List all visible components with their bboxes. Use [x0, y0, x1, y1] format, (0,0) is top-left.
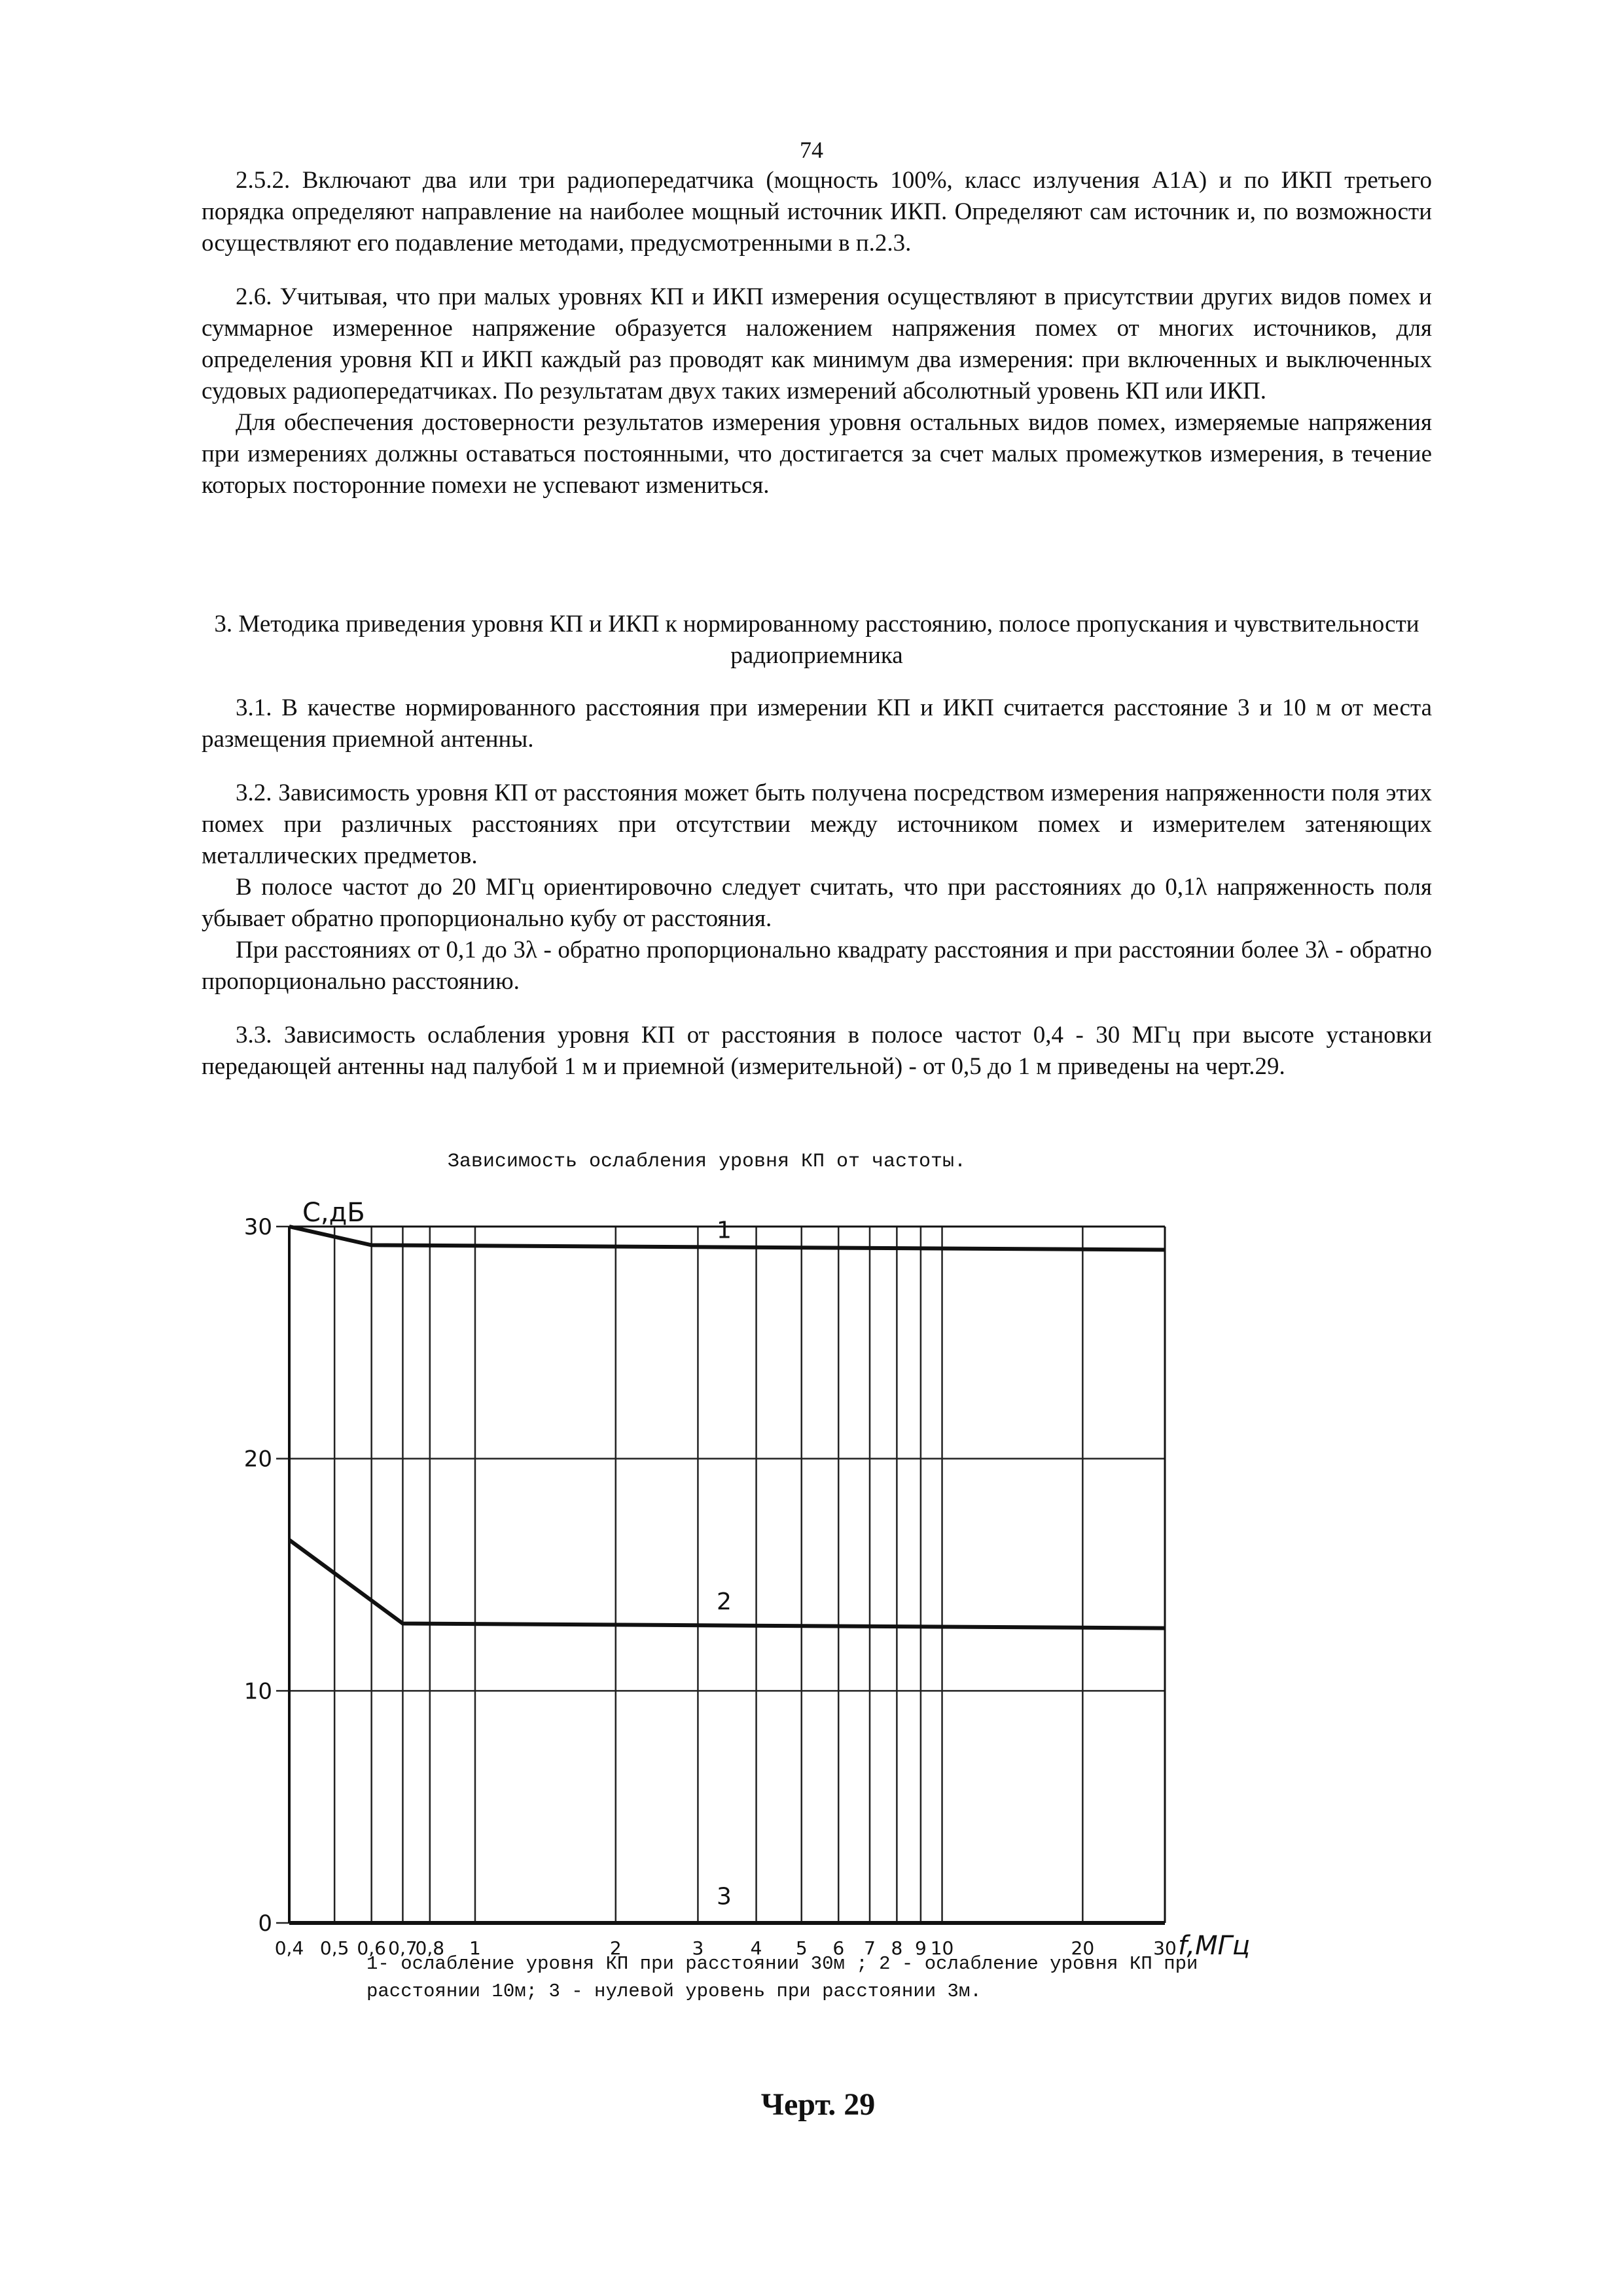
chart-axes — [289, 1227, 1165, 1923]
series-label-3: 3 — [716, 1883, 732, 1910]
y-axis-title: C,дБ — [302, 1198, 365, 1228]
x-tick-label: 7 — [864, 1937, 876, 1959]
chart-caption: 1- ослабление уровня КП при расстоянии 30м ; 2 - ослабление уровня КП при расстоянии 10м; 3 - нулевой уровень при расстоянии 3м. — [366, 1953, 1198, 2002]
chart-grid — [276, 1227, 1165, 1923]
x-tick-label: 0,4 — [274, 1937, 304, 1959]
y-tick-label: 30 — [243, 1214, 272, 1240]
x-tick-label: 20 — [1071, 1937, 1095, 1959]
series-label-1: 1 — [716, 1217, 732, 1244]
x-tick-label: 5 — [795, 1937, 808, 1959]
x-tick-label: 8 — [891, 1937, 903, 1959]
x-tick-label: 0,7 — [388, 1937, 418, 1959]
paragraph-2-6-continued: Для обеспечения достоверности результатов измерения уровня остальных видов помех, измеряемые напряжения при измерениях должны оставаться постоянными, что достигается за счет малых промежутков измерения, в течение которых посторонние помехи не успевают измениться. — [202, 409, 1432, 499]
paragraph-2-5-2: 2.5.2. Включают два или три радиопередатчика (мощность 100%, класс излучения А1А) и по ИКП третьего порядка определяют направление на наиболее мощный источник ИКП. Определяют сам источник и, по возможности осуществляют его подавление методами, предусмотренными в п.2.3. — [202, 167, 1432, 257]
x-axis-title: f,МГц — [1178, 1931, 1251, 1961]
x-tick-label: 3 — [692, 1937, 704, 1959]
x-tick-label: 4 — [750, 1937, 762, 1959]
paragraph-3-1: 3.1. В качестве нормированного расстояния при измерении КП и ИКП считается расстояние 3 и 10 м от места размещения приемной антенны. — [202, 694, 1432, 753]
chart-series — [289, 1227, 1165, 1923]
section-3-heading: 3. Методика приведения уровня КП и ИКП к нормированному расстоянию, полосе пропускания и чувствительности радиоприемника — [214, 611, 1419, 669]
x-tick-label: 30 — [1153, 1937, 1177, 1959]
body-text-part-2 — [202, 692, 1432, 1083]
x-tick-label: 1 — [469, 1937, 481, 1959]
y-tick-label: 10 — [243, 1678, 272, 1705]
figure-label: Черт. 29 — [760, 2087, 876, 2122]
page-number: 74 — [800, 137, 823, 163]
paragraph-3-2: 3.2. Зависимость уровня КП от расстояния может быть получена посредством измерения напряженности поля этих помех при различных расстояниях при отсутствии между источником помех и измерителем затеняющих металлических предметов. — [202, 780, 1432, 869]
y-tick-label: 0 — [258, 1910, 272, 1937]
x-tick-label: 6 — [832, 1937, 845, 1959]
x-tick-label: 2 — [609, 1937, 622, 1959]
chart-title: Зависимость ослабления уровня КП от частоты. — [447, 1151, 967, 1173]
paragraph-2-6: 2.6. Учитывая, что при малых уровнях КП и ИКП измерения осуществляют в присутствии других видов помех и суммарное измеренное напряжение образуется наложением напряжения помех от многих источников, для определения уровня КП и ИКП каждый раз проводят как минимум два измерения: при включенных и выключенных судовых радиопередатчиках. По результатам двух таких измерений абсолютный уровень КП или ИКП. — [202, 283, 1432, 404]
paragraph-3-2-lambda: В полосе частот до 20 МГц ориентировочно следует считать, что при расстояниях до 0,1λ напряженность поля убывает обратно пропорционально кубу от расстояния. — [202, 874, 1432, 932]
attenuation-chart — [236, 1178, 1348, 1961]
body-text-part-1 — [202, 165, 1432, 501]
paragraph-3-3: 3.3. Зависимость ослабления уровня КП от расстояния в полосе частот 0,4 - 30 МГц при высоте установки передающей антенны над палубой 1 м и приемной (измерительной) - от 0,5 до 1 м приведены на черт.29. — [202, 1022, 1432, 1080]
x-tick-label: 10 — [930, 1937, 954, 1959]
chart-labels — [244, 1198, 1250, 1961]
x-tick-label: 0,8 — [415, 1937, 445, 1959]
x-tick-label: 0,5 — [319, 1937, 349, 1959]
series-label-2: 2 — [716, 1588, 732, 1616]
x-tick-label: 9 — [914, 1937, 927, 1959]
paragraph-3-2-distance: При расстояниях от 0,1 до 3λ - обратно пропорционально квадрату расстояния и при расстоянии более 3λ - обратно пропорционально расстоянию. — [202, 937, 1432, 995]
y-tick-label: 20 — [243, 1446, 272, 1473]
x-tick-label: 0,6 — [357, 1937, 386, 1959]
